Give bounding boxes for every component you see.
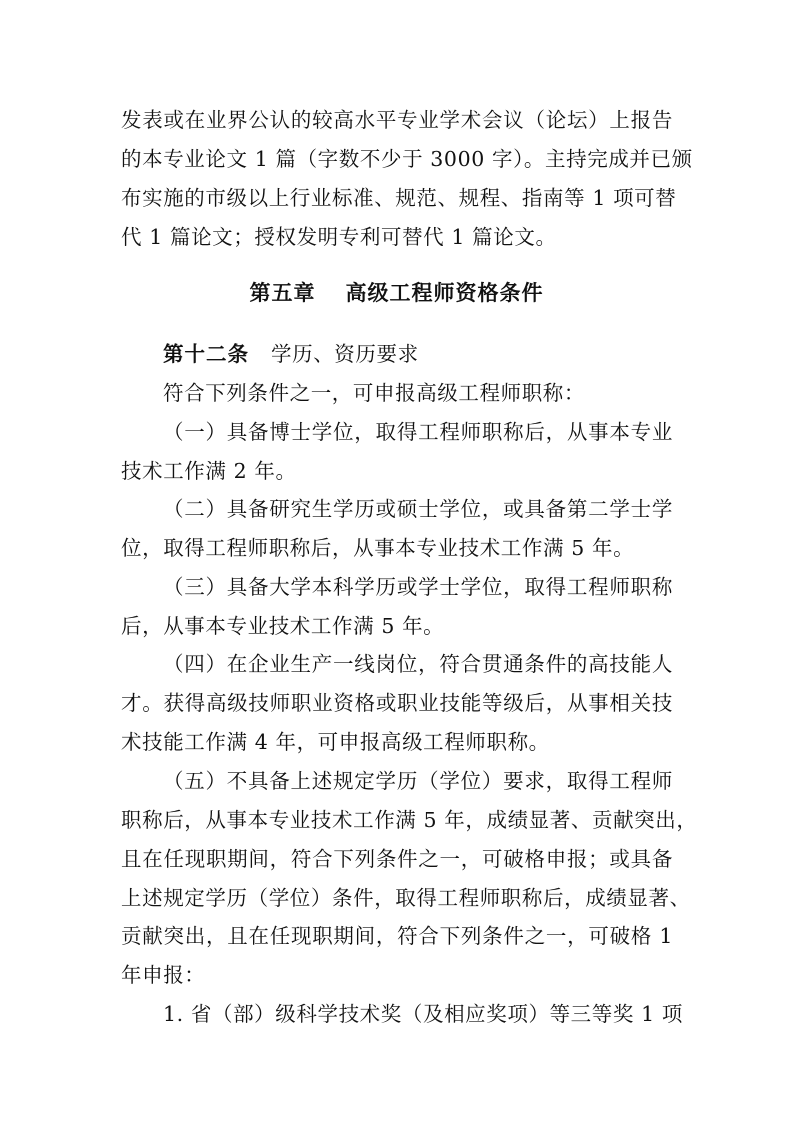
item-line: 才。获得高级技师职业资格或职业技能等级后，从事相关技	[121, 691, 673, 715]
item-line: 技术工作满 2 年。	[121, 459, 297, 483]
paragraph-line: 的本专业论文 1 篇（字数不少于 3000 字）。主持完成并已颁	[121, 147, 693, 171]
item-line: 贡献突出，且在任现职期间，符合下列条件之一，可破格 1	[121, 924, 673, 948]
item-line: （四）在企业生产一线岗位，符合贯通条件的高技能人	[163, 652, 673, 676]
chapter-number: 第五章	[249, 281, 316, 305]
article-heading	[163, 338, 673, 370]
paragraph-line: 代 1 篇论文；授权发明专利可替代 1 篇论文。	[121, 225, 557, 249]
item-line: （二）具备研究生学历或硕士学位，或具备第二学士学	[163, 497, 673, 521]
item-line: 且在任现职期间，符合下列条件之一，可破格申报；或具备	[121, 847, 673, 871]
article-title: 学历、资历要求	[271, 342, 419, 366]
paragraph-line: 布实施的市级以上行业标准、规范、规程、指南等 1 项可替	[121, 186, 677, 210]
item-line: 职称后，从事本专业技术工作满 5 年，成绩显著、贡献突出，	[121, 808, 698, 832]
item-line: 位，取得工程师职称后，从事本专业技术工作满 5 年。	[121, 536, 635, 560]
intro-text: 符合下列条件之一，可申报高级工程师职称：	[163, 381, 585, 405]
sub-item-line: 1. 省（部）级科学技术奖（及相应奖项）等三等奖 1 项	[163, 1002, 683, 1026]
article-number: 第十二条	[163, 342, 249, 366]
paragraph-line: 发表或在业界公认的较高水平专业学术会议（论坛）上报告	[121, 108, 673, 132]
item-line: 后，从事本专业技术工作满 5 年。	[121, 614, 445, 638]
item-line: 年申报：	[121, 963, 206, 987]
item-line: （三）具备大学本科学历或学士学位，取得工程师职称	[163, 575, 673, 599]
item-line: 术技能工作满 4 年，可申报高级工程师职称。	[121, 730, 550, 754]
chapter-heading	[0, 277, 793, 309]
item-line: （五）不具备上述规定学历（学位）要求，取得工程师	[163, 769, 673, 793]
item-line: 上述规定学历（学位）条件，取得工程师职称后，成绩显著、	[121, 886, 691, 910]
chapter-title: 高级工程师资格条件	[345, 281, 544, 305]
item-line: （一）具备博士学位，取得工程师职称后，从事本专业	[163, 420, 673, 444]
